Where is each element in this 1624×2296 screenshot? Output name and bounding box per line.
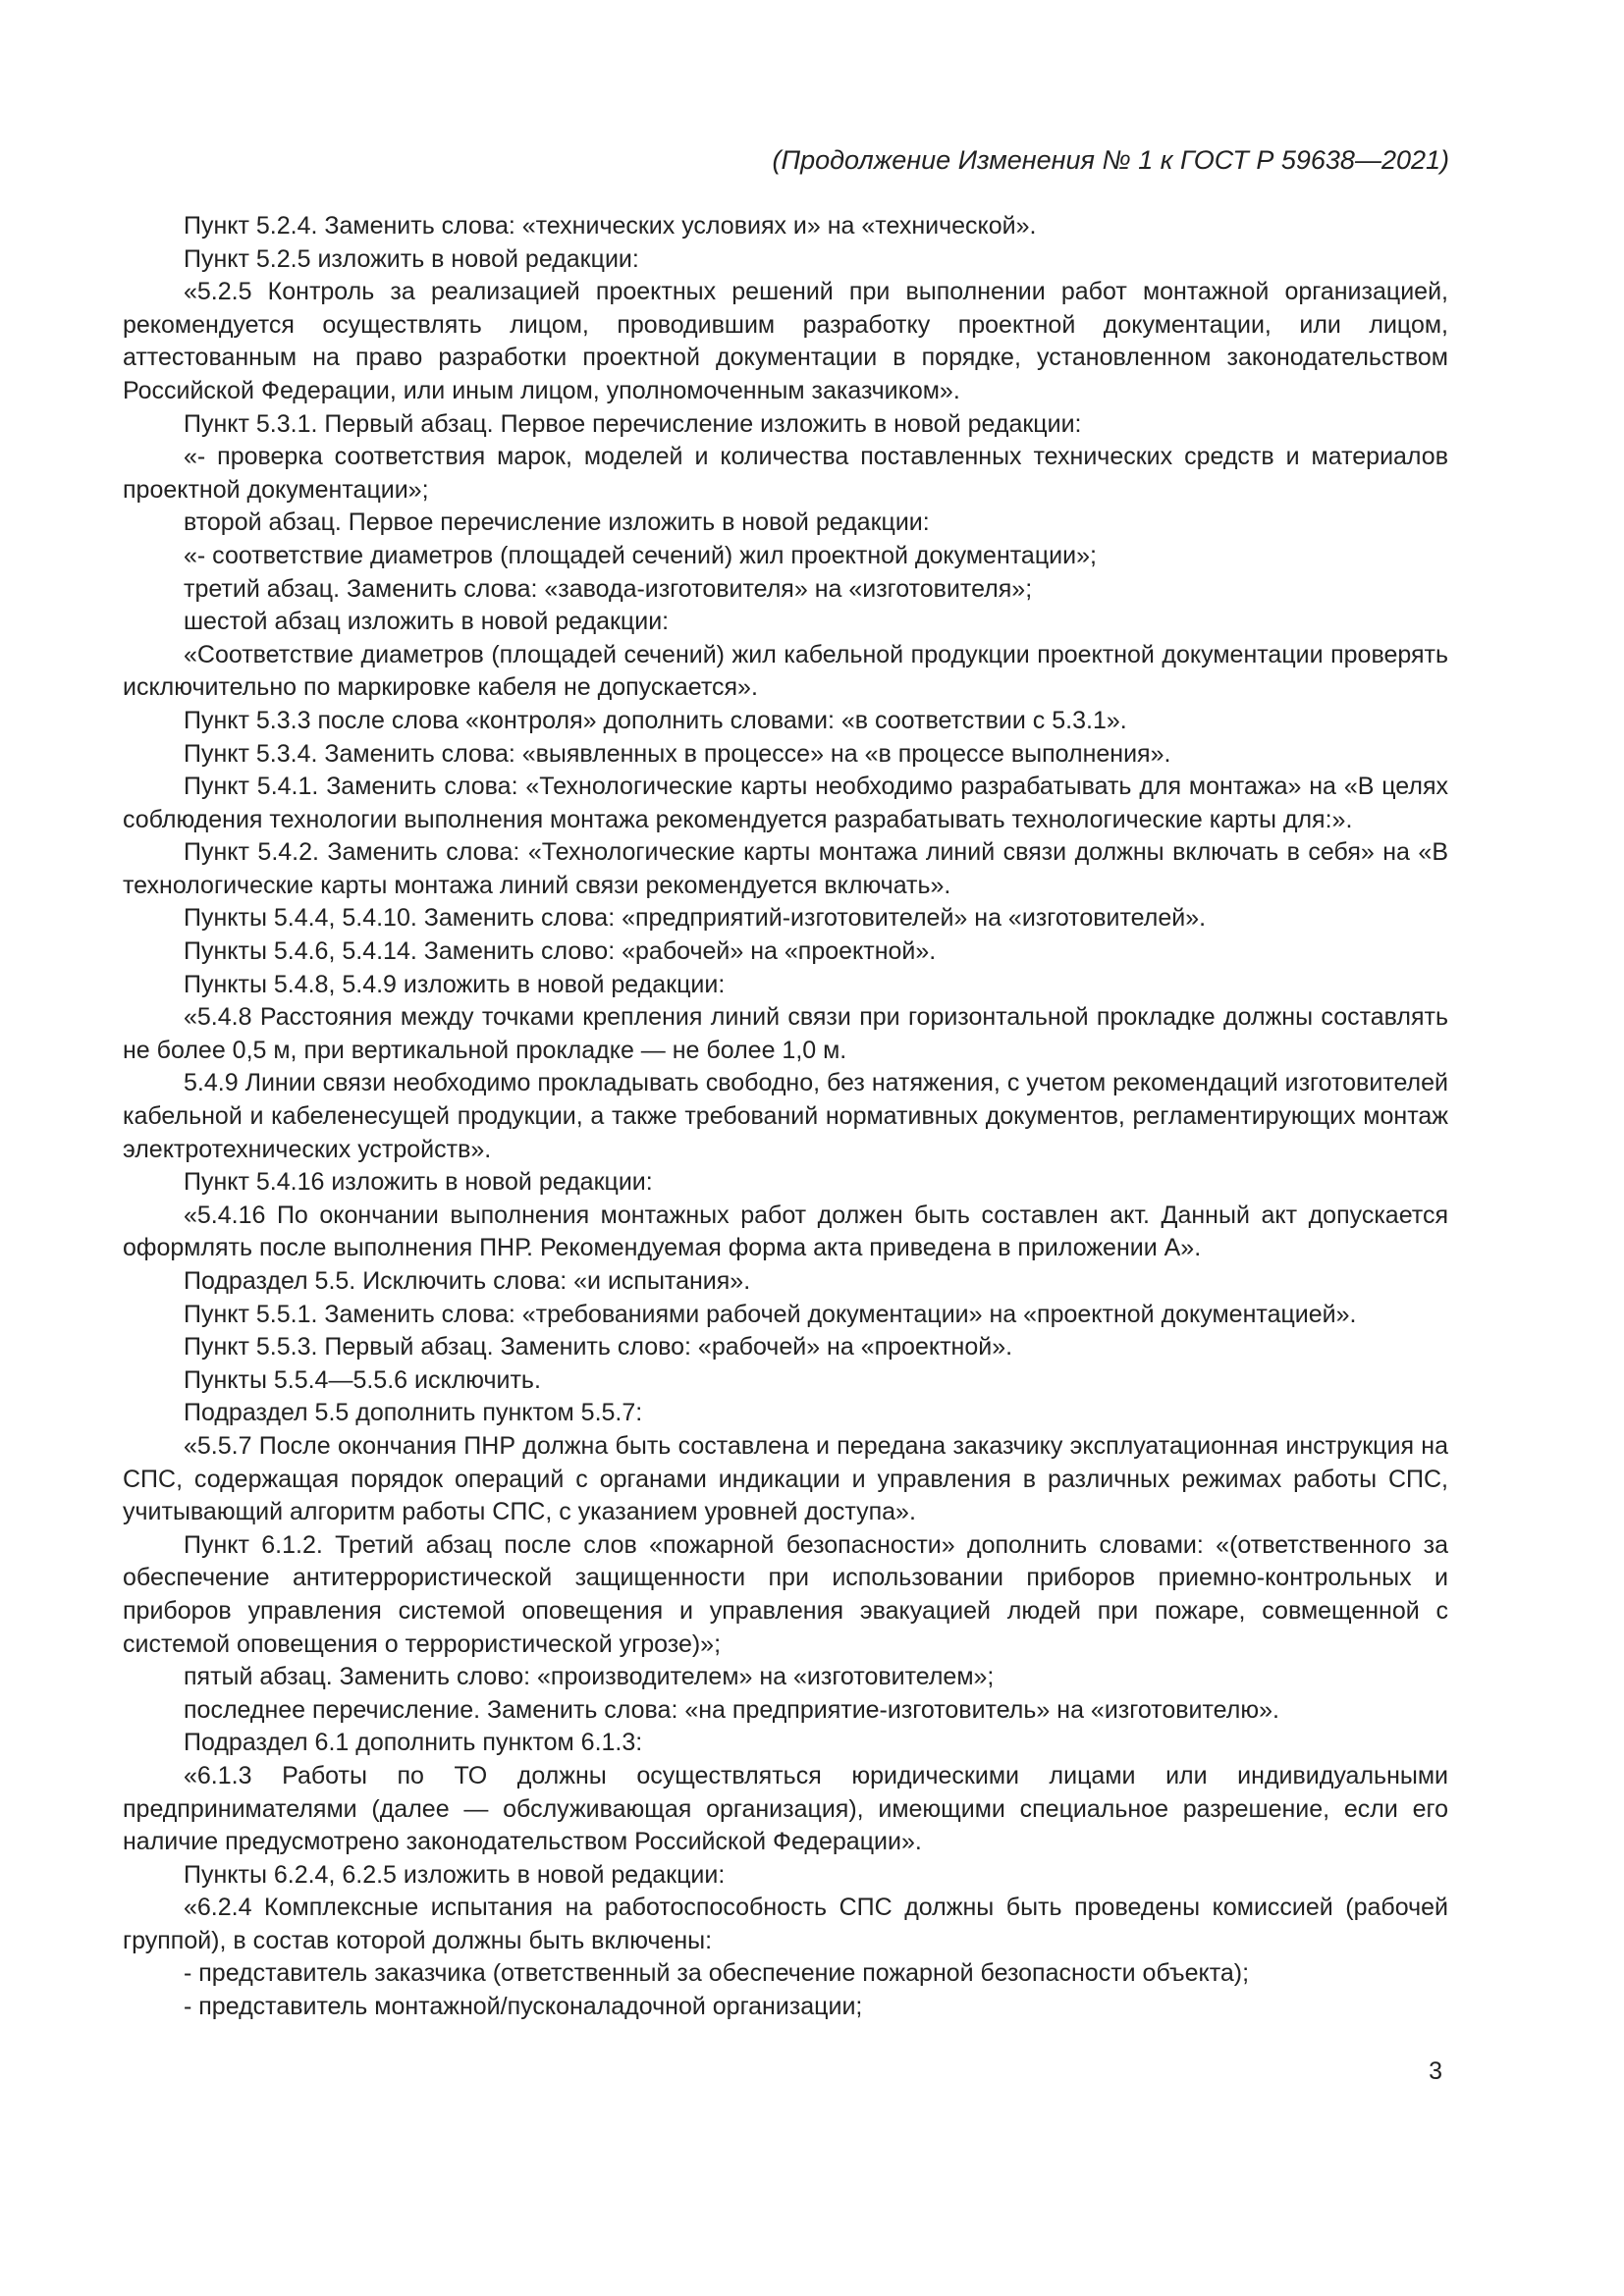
paragraph: - представитель заказчика (ответственный за обеспечение пожарной безопасности объекта);: [184, 1959, 1250, 1988]
paragraph: «Соответствие диаметров (площадей сечений) жил кабельной продукции проектной документации проверять исключительно по маркировке кабеля не допускается».: [123, 640, 1448, 702]
paragraph: Пункты 5.4.8, 5.4.9 изложить в новой редакции:: [184, 970, 726, 998]
paragraph: «6.1.3 Работы по ТО должны осуществляться юридическими лицами или индивидуальными предпринимателями (далее — обслуживающая организация), имеющими специальное разрешение, если его наличие предусмотрено законодательством Российской Федерации».: [123, 1761, 1448, 1856]
document-body: [123, 210, 1448, 2024]
paragraph: Пункт 5.5.3. Первый абзац. Заменить слово: «рабочей» на «проектной».: [184, 1333, 1013, 1362]
paragraph: Пункты 5.4.6, 5.4.14. Заменить слово: «рабочей» на «проектной».: [184, 937, 937, 966]
paragraph: Подраздел 5.5. Исключить слова: «и испытания».: [184, 1267, 751, 1295]
paragraph: пятый абзац. Заменить слово: «производителем» на «изготовителем»;: [184, 1663, 995, 1691]
paragraph: шестой абзац изложить в новой редакции:: [184, 608, 670, 636]
paragraph: Пункты 6.2.4, 6.2.5 изложить в новой редакции:: [184, 1860, 726, 1889]
paragraph: Пункт 5.5.1. Заменить слова: «требованиями рабочей документации» на «проектной документацией».: [184, 1300, 1357, 1328]
paragraph: Пункт 5.2.5 изложить в новой редакции:: [184, 244, 639, 273]
paragraph: Пункт 5.2.4. Заменить слова: «технических условиях и» на «технической».: [184, 212, 1037, 240]
paragraph: «6.2.4 Комплексные испытания на работоспособность СПС должны быть проведены комиссией (рабочей группой), в состав которой должны быть включены:: [123, 1894, 1448, 1954]
paragraph: Пункт 5.4.1. Заменить слова: «Технологические карты необходимо разрабатывать для монтажа» на «В целях соблюдения технологии выполнения монтажа рекомендуется разрабатывать технологические карты для:».: [123, 773, 1448, 833]
page-header: (Продолжение Изменения № 1 к ГОСТ Р 59638—2021): [772, 145, 1449, 175]
paragraph: Пункт 5.3.1. Первый абзац. Первое перечисление изложить в новой редакции:: [184, 409, 1082, 438]
paragraph: Пункт 6.1.2. Третий абзац после слов «пожарной безопасности» дополнить словами: «(ответственного за обеспечение антитеррористической защищенности при использовании приборов приемно-контрольных и приборов управления системой оповещения и управления эвакуацией людей при пожаре, совмещенной с системой оповещения о террористической угрозе)»;: [123, 1530, 1448, 1658]
paragraph: Подраздел 5.5 дополнить пунктом 5.5.7:: [184, 1399, 643, 1427]
paragraph: Пункт 5.3.3 после слова «контроля» дополнить словами: «в соответствии с 5.3.1».: [184, 706, 1127, 734]
paragraph: последнее перечисление. Заменить слова: «на предприятие-изготовитель» на «изготовителю».: [184, 1695, 1279, 1724]
paragraph: Пункты 5.5.4—5.5.6 исключить.: [184, 1365, 541, 1394]
paragraph: 5.4.9 Линии связи необходимо прокладывать свободно, без натяжения, с учетом рекомендаций изготовителей кабельной и кабеленесущей продукции, а также требований нормативных документов, регламентирующих монтаж электротехнических устройств».: [123, 1069, 1448, 1163]
paragraph: «5.5.7 После окончания ПНР должна быть составлена и передана заказчику эксплуатационная инструкция на СПС, содержащая порядок операций с органами индикации и управления в различных режимах работы СПС, учитывающий алгоритм работы СПС, с указанием уровней доступа».: [123, 1431, 1448, 1526]
paragraph: «- соответствие диаметров (площадей сечений) жил проектной документации»;: [184, 541, 1097, 569]
paragraph: Пункт 5.3.4. Заменить слова: «выявленных в процессе» на «в процессе выполнения».: [184, 739, 1171, 768]
paragraph: второй абзац. Первое перечисление изложить в новой редакции:: [184, 508, 930, 537]
paragraph: третий абзац. Заменить слова: «завода-изготовителя» на «изготовителя»;: [184, 574, 1033, 603]
paragraph: Подраздел 6.1 дополнить пунктом 6.1.3:: [184, 1729, 643, 1757]
paragraph: Пункт 5.4.16 изложить в новой редакции:: [184, 1168, 653, 1197]
paragraph: «5.4.8 Расстояния между точками крепления линий связи при горизонтальной прокладке должны составлять не более 0,5 м, при вертикальной прокладке — не более 1,0 м.: [123, 1003, 1448, 1064]
paragraph: Пункты 5.4.4, 5.4.10. Заменить слова: «предприятий-изготовителей» на «изготовителей».: [184, 904, 1207, 933]
paragraph: Пункт 5.4.2. Заменить слова: «Технологические карты монтажа линий связи должны включать в себя» на «В технологические карты монтажа линий связи рекомендуется включать».: [123, 838, 1448, 899]
paragraph: «5.2.5 Контроль за реализацией проектных решений при выполнении работ монтажной организацией, рекомендуется осуществлять лицом, проводившим разработку проектной документации, или лицом, аттестованным на право разработки проектной документации в порядке, установленном законодательством Российской Федерации, или иным лицом, уполномоченным заказчиком».: [123, 278, 1448, 404]
page-number: 3: [1429, 2057, 1442, 2085]
paragraph: «5.4.16 По окончании выполнения монтажных работ должен быть составлен акт. Данный акт допускается оформлять после выполнения ПНР. Рекомендуемая форма акта приведена в приложении А».: [123, 1201, 1448, 1262]
paragraph: «- проверка соответствия марок, моделей и количества поставленных технических средств и материалов проектной документации»;: [123, 443, 1448, 504]
paragraph: - представитель монтажной/пусконаладочной организации;: [184, 1993, 863, 2021]
